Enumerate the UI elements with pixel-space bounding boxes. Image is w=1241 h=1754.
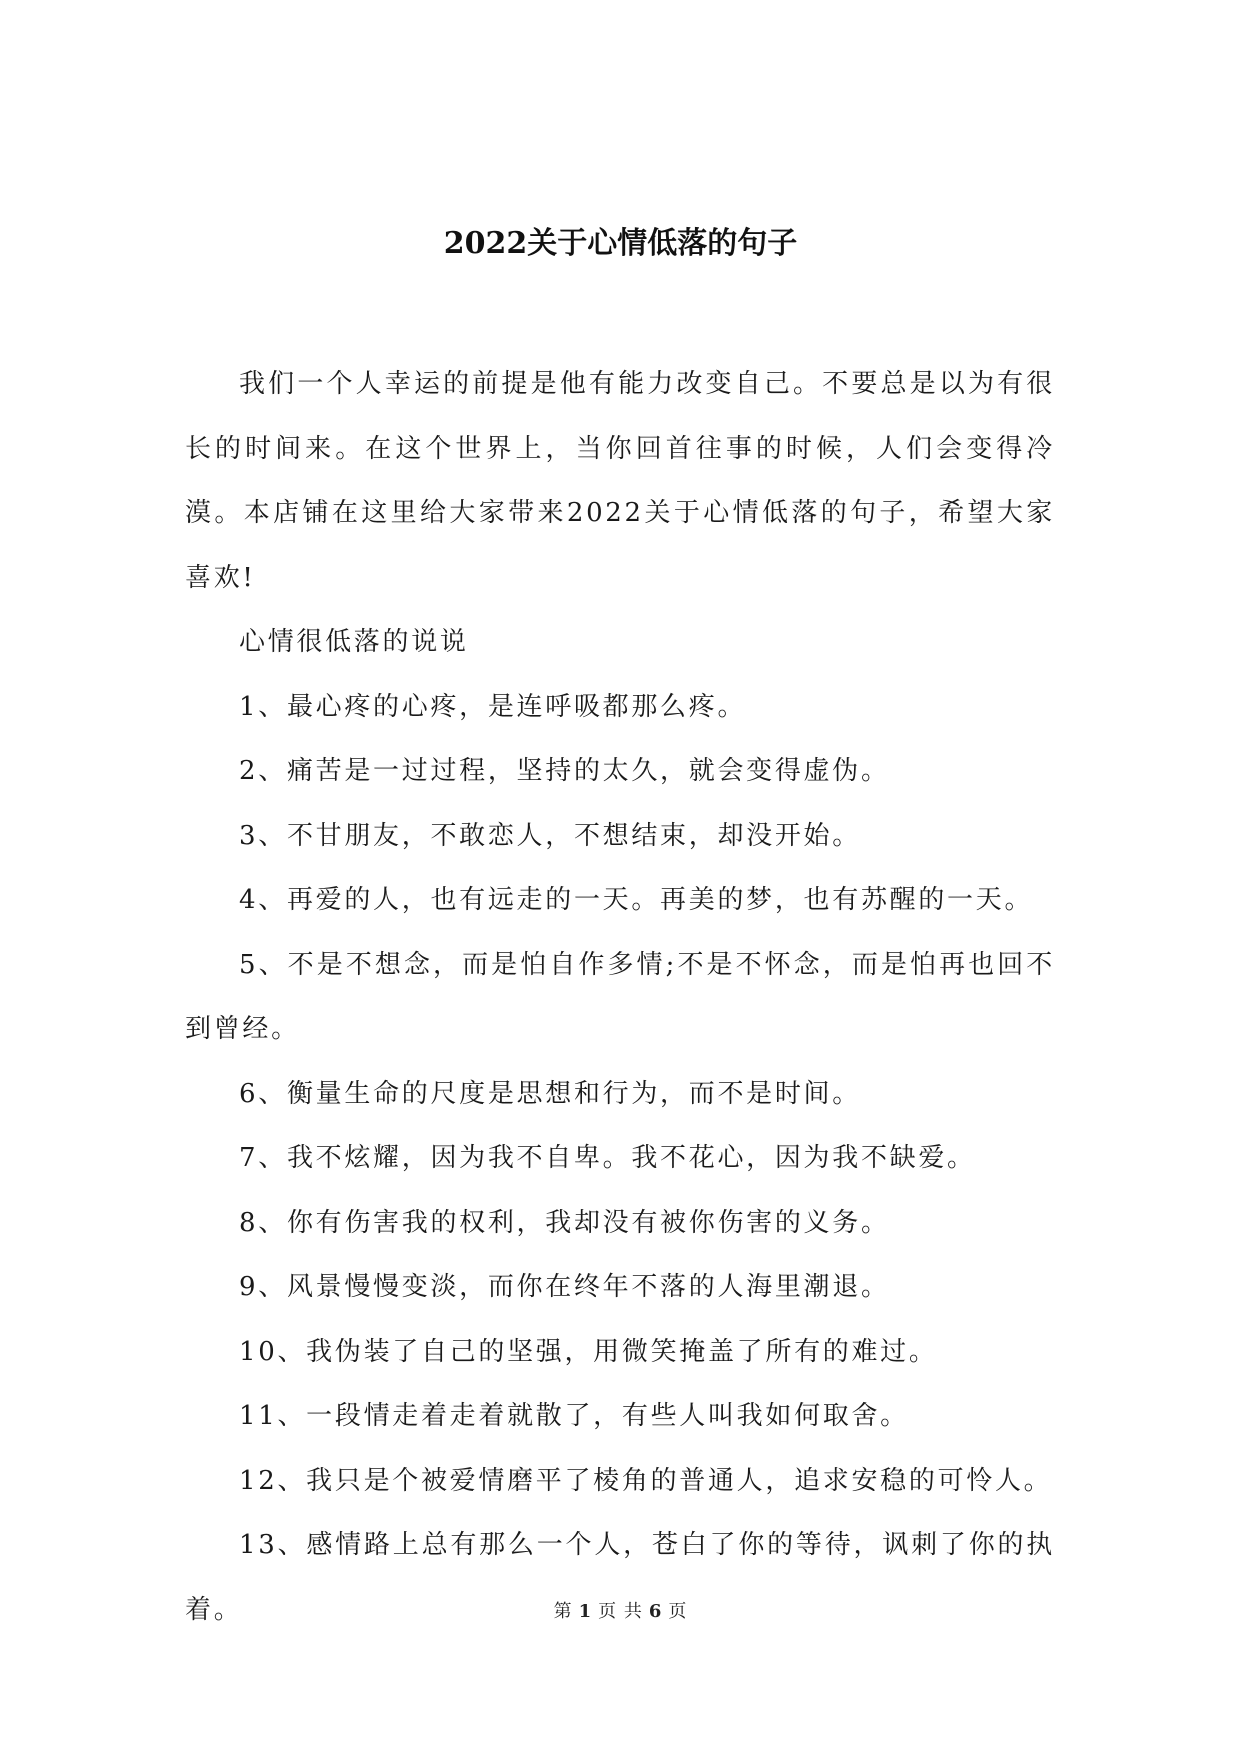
quote-item: 7、我不炫耀，因为我不自卑。我不花心，因为我不缺爱。 bbox=[239, 1143, 976, 1173]
page-footer bbox=[0, 1600, 1241, 1624]
footer-prefix: 第 bbox=[553, 1601, 573, 1622]
quote-item: 11、一段情走着走着就散了，有些人叫我如何取舍。 bbox=[239, 1401, 909, 1431]
quote-item: 8、你有伤害我的权利，我却没有被你伤害的义务。 bbox=[239, 1207, 890, 1238]
section-heading: 心情很低落的说说 bbox=[239, 627, 469, 657]
quote-item: 9、风景慢慢变淡，而你在终年不落的人海里潮退。 bbox=[239, 1272, 890, 1302]
quote-item: 2、痛苦是一过过程，坚持的太久，就会变得虚伪。 bbox=[239, 756, 890, 786]
quote-item: 13、感情路上总有那么一个人，苍白了你的等待，讽刺了你的执着。 bbox=[185, 1530, 1055, 1625]
quote-item: 12、我只是个被爱情磨平了棱角的普通人，追求安稳的可怜人。 bbox=[239, 1465, 1053, 1496]
footer-page-number: 1 bbox=[578, 1601, 593, 1622]
intro-paragraph: 我们一个人幸运的前提是他有能力改变自己。不要总是以为有很长的时间来。在这个世界上，当你回首往事的时候，人们会变得冷漠。本店铺在这里给大家带来2022关于心情低落的句子，希望大家喜欢! bbox=[185, 369, 1055, 593]
quote-item: 6、衡量生命的尺度是思想和行为，而不是时间。 bbox=[239, 1078, 861, 1109]
quote-item: 10、我伪装了自己的坚强，用微笑掩盖了所有的难过。 bbox=[239, 1336, 938, 1367]
document-body bbox=[185, 352, 1055, 1642]
footer-suffix: 页 bbox=[668, 1601, 688, 1622]
quote-item: 3、不甘朋友，不敢恋人，不想结束，却没开始。 bbox=[239, 820, 861, 851]
document-title: 2022关于心情低落的句子 bbox=[443, 226, 798, 261]
footer-middle: 页 共 bbox=[598, 1601, 643, 1622]
quote-item: 5、不是不想念，而是怕自作多情;不是不怀念，而是怕再也回不到曾经。 bbox=[185, 949, 1055, 1044]
quote-item: 4、再爱的人，也有远走的一天。再美的梦，也有苏醒的一天。 bbox=[239, 885, 1034, 915]
quote-item: 1、最心疼的心疼，是连呼吸都那么疼。 bbox=[239, 691, 747, 722]
footer-total-pages: 6 bbox=[648, 1601, 663, 1622]
